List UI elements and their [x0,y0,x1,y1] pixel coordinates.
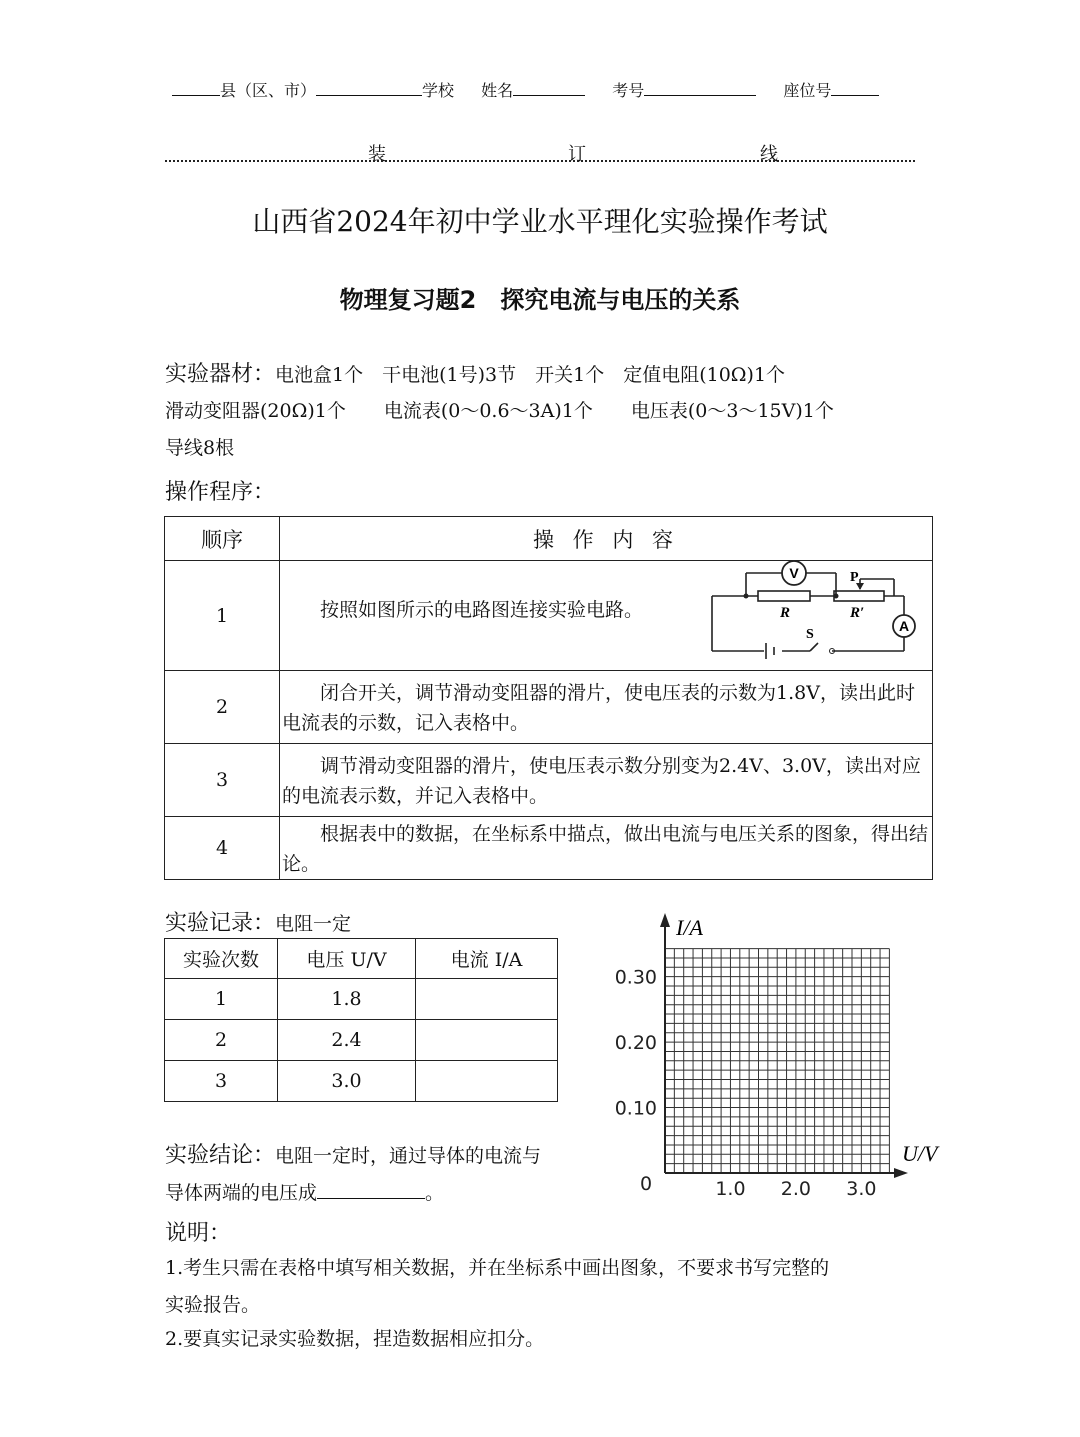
record-table [164,938,558,1102]
resistor-label: R [780,605,791,621]
y-axis-arrow-icon [660,913,670,927]
materials-line-3: 导线8根 [165,437,235,459]
page-subtitle: 物理复习题2 探究电流与电压的关系 [339,286,741,314]
trial-cell: 1 [165,979,278,1020]
table-row [165,979,558,1020]
procedure-label: 操作程序： [165,480,276,505]
y-axis-label: I/A [676,915,703,940]
conclusion-label: 实验结论： [165,1143,276,1168]
notes-line-2: 2.要真实记录实验数据，捏造数据相应扣分。 [165,1328,545,1350]
record-heading [165,906,351,937]
chart-ticks [615,967,877,1200]
table-row [165,1061,558,1102]
page-title: 山西省2024年初中学业水平理化实验操作考试 [252,205,828,238]
step-cell [280,561,933,671]
name-blank[interactable] [513,81,585,96]
step-number: 1 [165,561,280,671]
step-number: 2 [165,671,280,744]
slider-label: P [850,570,859,585]
conclusion-line-2 [165,1178,444,1205]
switch-label: S [806,627,814,642]
binding-char-2: 订 [568,144,586,165]
binding-char-3: 线 [760,144,778,165]
conclusion-suffix: 。 [425,1182,445,1204]
materials-label: 实验器材： [165,362,276,387]
exam-no-blank[interactable] [644,81,756,96]
step-text: 闭合开关，调节滑动变阻器的滑片，使电压表的示数为1.8V，读出此时电流表的示数，记入表格中。 [280,671,933,744]
circuit-diagram [710,561,940,661]
trial-cell: 3 [165,1061,278,1102]
name-label: 姓名 [481,81,514,100]
voltage-cell: 3.0 [278,1061,416,1102]
voltage-cell: 1.8 [278,979,416,1020]
materials-line-1: 电池盒1个 干电池(1号)3节 开关1个 定值电阻(10Ω)1个 [275,364,786,386]
conclusion-blank[interactable] [317,1184,425,1199]
x-axis-label: U/V [902,1141,938,1166]
seat-no-blank[interactable] [831,81,879,96]
current-cell[interactable] [416,979,558,1020]
school-blank[interactable] [316,81,422,96]
step-number: 4 [165,817,280,880]
binding-char-1: 装 [368,144,386,165]
county-label: 县（区、市） [220,81,317,100]
trial-cell: 2 [165,1020,278,1061]
procedure-table [164,516,933,880]
procedure-row [165,744,933,817]
x-axis-arrow-icon [894,1168,908,1178]
voltage-cell: 2.4 [278,1020,416,1061]
binding-dotted-line [165,160,915,162]
notes-label: 说明： [165,1221,232,1246]
record-header-voltage: 电压 U/V [278,939,416,979]
record-header-trial: 实验次数 [165,939,278,979]
record-header-current: 电流 I/A [416,939,558,979]
exam-no-label: 考号 [612,81,645,100]
notes-line-1: 1.考生只需在表格中填写相关数据，并在坐标系中画出图象，不要求书写完整的 [165,1257,830,1279]
current-cell[interactable] [416,1061,558,1102]
county-blank[interactable] [172,81,220,96]
record-label: 实验记录： [165,911,276,936]
procedure-header-order: 顺序 [165,517,280,561]
procedure-row [165,671,933,744]
coordinate-chart[interactable] [600,905,960,1205]
conclusion-prefix: 导体两端的电压成 [165,1182,318,1204]
seat-no-label: 座位号 [783,81,832,100]
table-row [165,1020,558,1061]
y-tick-label: 0.20 [614,1032,657,1055]
x-tick-label: 1.0 [715,1178,746,1200]
notes-line-1b: 实验报告。 [165,1294,261,1316]
materials-line-2: 滑动变阻器(20Ω)1个 电流表(0～0.6～3A)1个 电压表(0～3～15V)1个 [165,400,834,422]
school-label: 学校 [422,81,455,100]
ammeter-label: A [898,618,910,634]
current-cell[interactable] [416,1020,558,1061]
header-fields [172,78,879,101]
y-tick-label: 0.10 [614,1097,657,1120]
chart-grid [665,949,889,1173]
x-tick-label: 3.0 [846,1178,877,1200]
conclusion-line-1: 电阻一定时，通过导体的电流与 [275,1145,542,1167]
step-text: 按照如图所示的电路图连接实验电路。 [320,599,644,621]
voltmeter-label: V [789,565,799,581]
x-tick-label: 2.0 [780,1178,812,1200]
record-condition: 电阻一定 [275,913,352,935]
materials [165,357,785,388]
procedure-row [165,817,933,880]
step-text: 调节滑动变阻器的滑片，使电压表示数分别变为2.4V、3.0V，读出对应的电流表示数，并记入表格中。 [280,744,933,817]
procedure-row [165,561,933,671]
origin-label: 0 [640,1173,653,1195]
step-number: 3 [165,744,280,817]
conclusion [165,1138,541,1169]
rheostat-label: R′ [850,605,865,621]
step-text: 根据表中的数据，在坐标系中描点，做出电流与电压关系的图象，得出结论。 [280,817,933,880]
y-tick-label: 0.30 [614,966,657,989]
procedure-header-content: 操 作 内 容 [280,517,933,561]
